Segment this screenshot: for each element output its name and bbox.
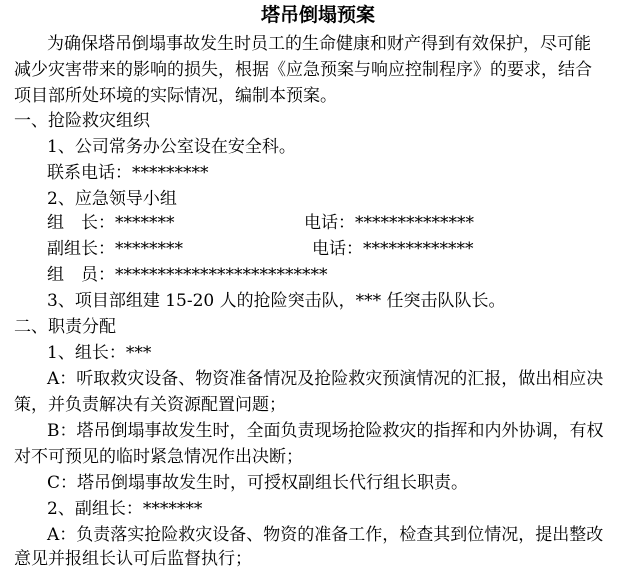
intro-line-1: 为确保塔吊倒塌事故发生时员工的生命健康和财产得到有效保护，尽可能 bbox=[47, 34, 591, 54]
leader-title: 1、组长：*** bbox=[47, 343, 152, 363]
deputy-title: 2、副组长：******* bbox=[47, 499, 203, 519]
section-1-item-3: 3、项目部组建 15-20 人的抢险突击队，*** 任突击队队长。 bbox=[47, 291, 506, 311]
section-1-heading: 一、抢险救灾组织 bbox=[14, 111, 150, 131]
section-1-item-1: 1、公司常务办公室设在安全科。 bbox=[47, 137, 296, 157]
duty-b-line-1: B：塔吊倒塌事故发生时，全面负责现场抢险救灾的指挥和内外协调，有权 bbox=[47, 421, 604, 441]
contact-phone: 联系电话：********* bbox=[47, 163, 209, 183]
document-title: 塔吊倒塌预案 bbox=[260, 4, 375, 26]
section-2-heading: 二、职责分配 bbox=[14, 317, 116, 337]
member-label: 组 员：************************* bbox=[47, 265, 328, 285]
deputy-duty-line-2: 意见并报组长认可后监督执行； bbox=[14, 549, 252, 569]
duty-a-line-1: A：听取救灾设备、物资准备情况及抢险救灾预演情况的汇报，做出相应决 bbox=[47, 369, 604, 389]
deputy-phone: 电话：************* bbox=[312, 239, 474, 259]
duty-c-line: C：塔吊倒塌事故发生时，可授权副组长代行组长职责。 bbox=[47, 473, 469, 493]
intro-line-2: 减少灾害带来的影响的损失，根据《应急预案与响应控制程序》的要求，结合 bbox=[14, 60, 592, 80]
section-1-item-2: 2、应急领导小组 bbox=[47, 189, 177, 209]
leader-label: 组 长：******* bbox=[47, 213, 175, 233]
deputy-duty-line-1: A：负责落实抢险救灾设备、物资的准备工作，检查其到位情况，提出整改 bbox=[47, 525, 604, 545]
leader-phone: 电话：************** bbox=[304, 213, 474, 233]
duty-b-line-2: 对不可预见的临时紧急情况作出决断； bbox=[14, 447, 303, 467]
intro-line-3: 项目部所处环境的实际情况，编制本预案。 bbox=[14, 86, 337, 106]
deputy-label: 副组长：******** bbox=[47, 239, 183, 259]
duty-a-line-2: 策，并负责解决有关资源配置问题； bbox=[14, 395, 286, 415]
